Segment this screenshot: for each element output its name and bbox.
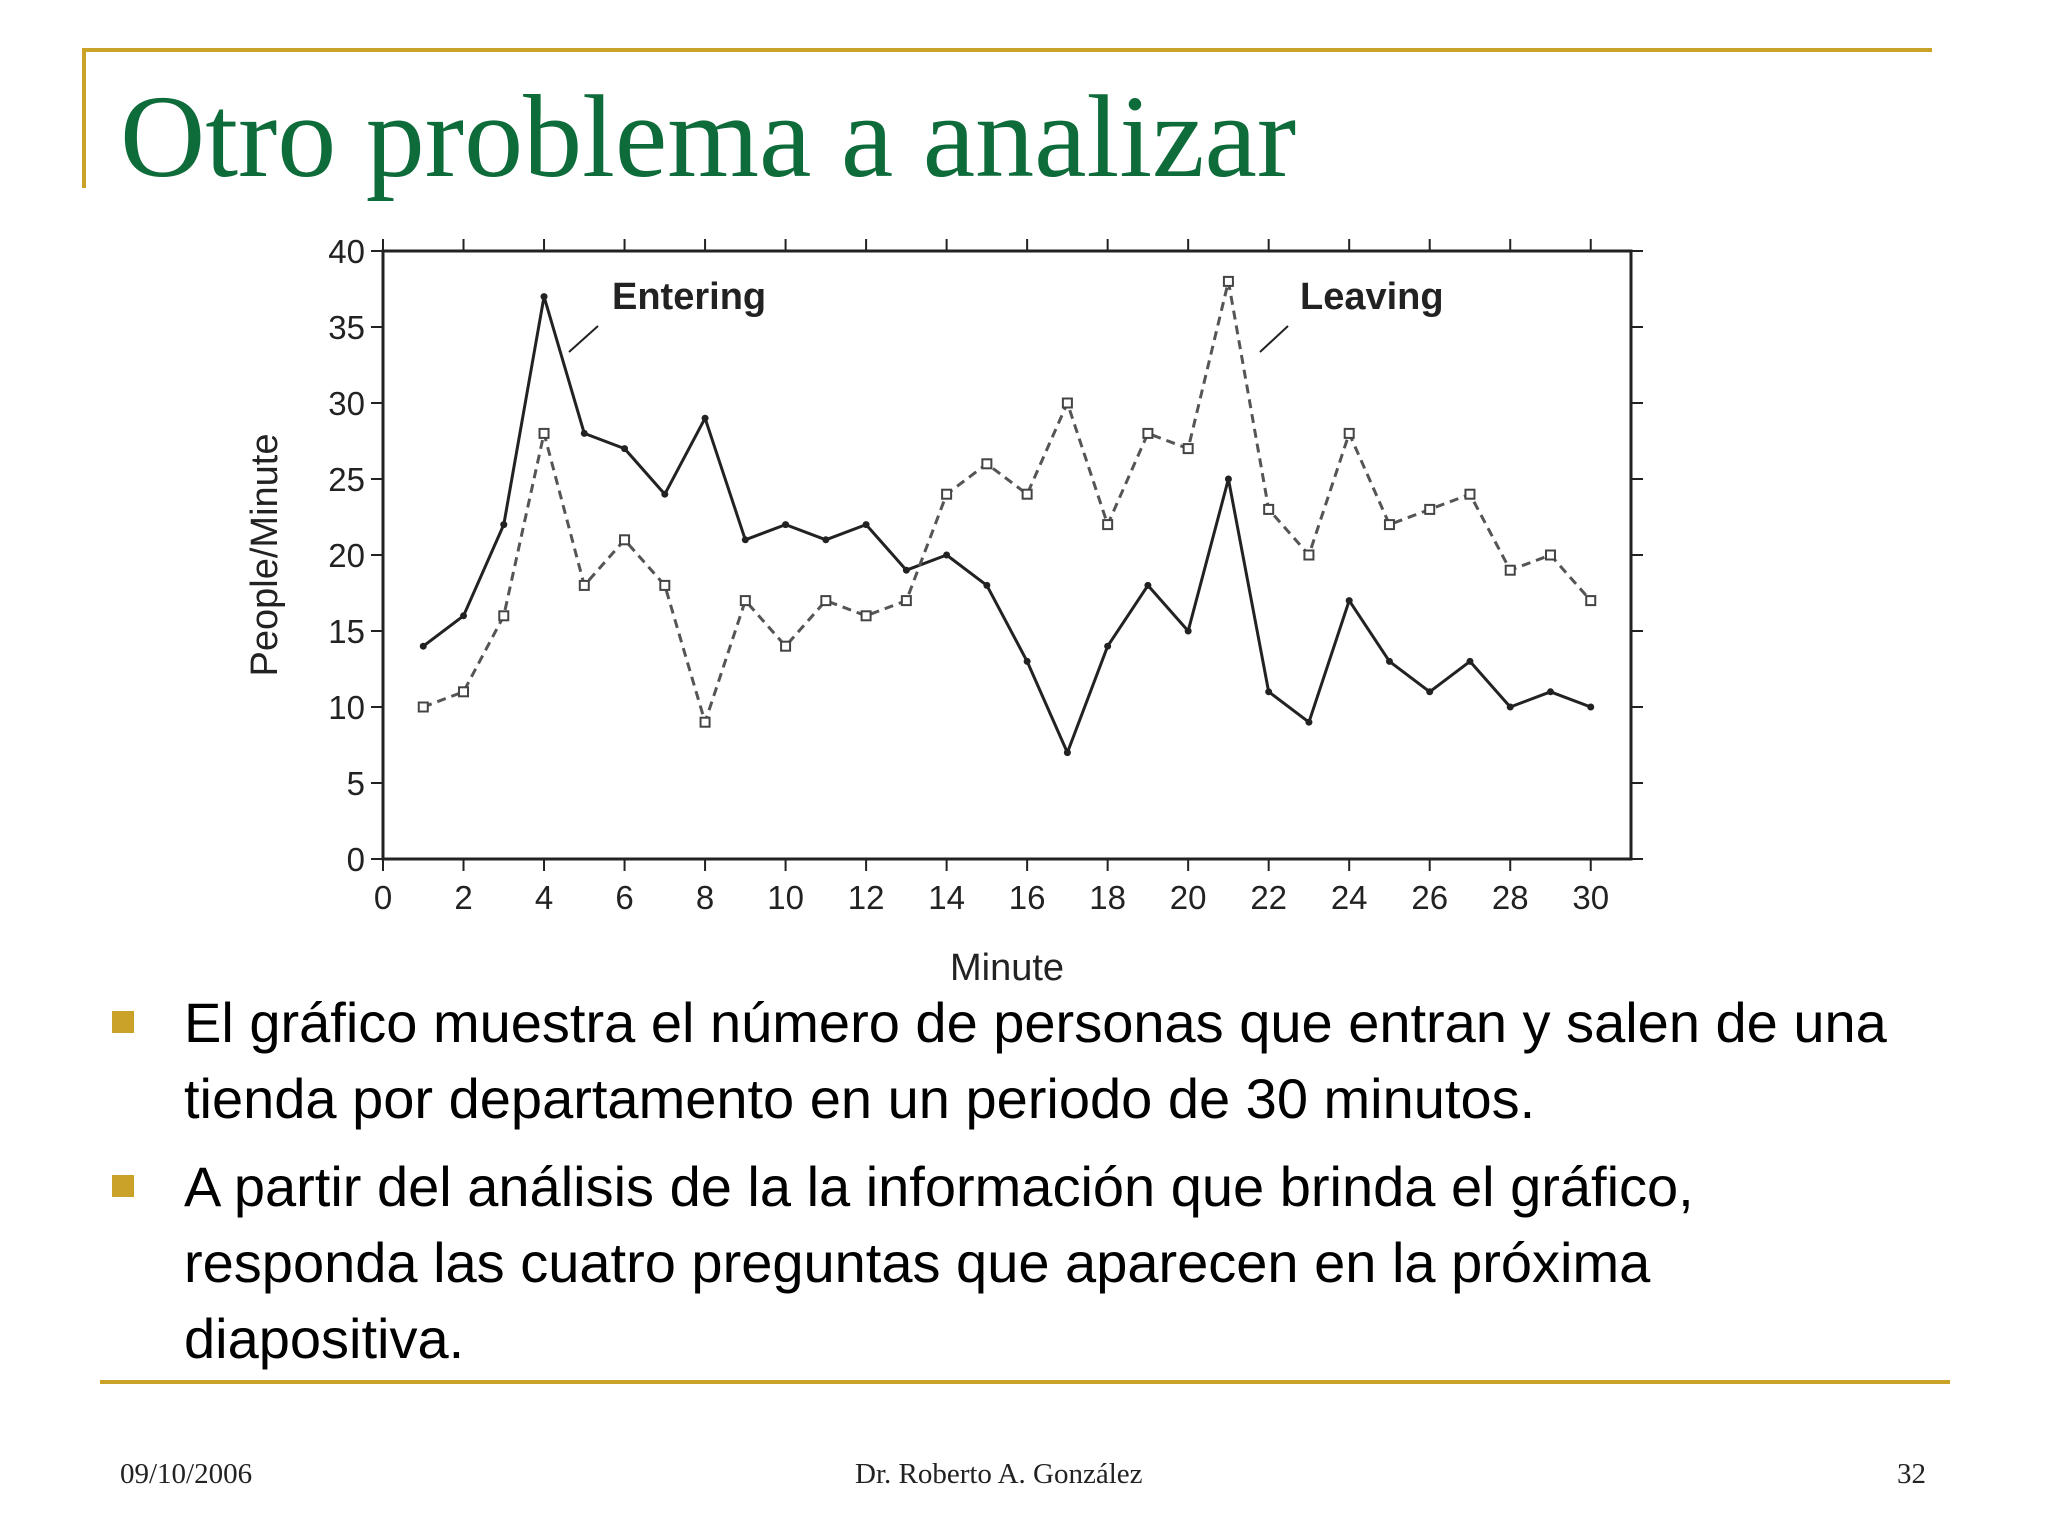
entering-point: [500, 521, 507, 528]
bullet-text: A partir del análisis de la la información que brinda el gráfico, responda las cuatro preguntas que aparecen en la próxima diapositiva.: [184, 1155, 1694, 1370]
entering-point: [1346, 597, 1353, 604]
bullet-item: [100, 985, 1940, 1137]
entering-point: [420, 643, 427, 650]
bullet-square-icon: [112, 1011, 134, 1033]
x-tick-label: 10: [767, 879, 804, 916]
top-rule: [82, 48, 1932, 52]
leaving-point: [1143, 429, 1152, 438]
entering-point: [460, 612, 467, 619]
x-tick-label: 20: [1169, 879, 1207, 916]
x-tick-label: 8: [695, 879, 715, 916]
leaving-point: [781, 642, 790, 651]
y-tick-label: 20: [328, 537, 365, 574]
footer-rule: [100, 1380, 1950, 1384]
entering-annotation: Entering: [612, 276, 767, 318]
leaving-point: [540, 429, 549, 438]
entering-point: [863, 521, 870, 528]
leaving-point: [1465, 490, 1474, 499]
x-tick-label: 4: [534, 879, 554, 916]
entering-point: [983, 582, 990, 589]
leaving-point: [701, 718, 710, 727]
entering-point: [1426, 688, 1433, 695]
leaving-annotation: Leaving: [1300, 276, 1444, 318]
entering-point: [1225, 476, 1232, 483]
entering-point: [1587, 704, 1594, 711]
leaving-point: [1506, 566, 1515, 575]
x-tick-label: 30: [1572, 879, 1610, 916]
y-tick-label: 5: [346, 765, 365, 802]
entering-point: [1024, 658, 1031, 665]
y-tick-label: 25: [328, 461, 365, 498]
entering-point: [1064, 749, 1071, 756]
entering-point: [1305, 719, 1312, 726]
leaving-point: [741, 596, 750, 605]
entering-point: [1104, 643, 1111, 650]
leaving-point: [902, 596, 911, 605]
x-tick-label: 16: [1008, 879, 1046, 916]
y-tick-label: 10: [328, 689, 365, 726]
leaving-point: [1103, 520, 1112, 529]
leaving-point: [1063, 399, 1072, 408]
bullet-text: El gráfico muestra el número de personas que entran y salen de una tienda por departamento en un periodo de 30 minutos.: [184, 991, 1887, 1130]
leaving-point: [1184, 444, 1193, 453]
entering-point: [661, 491, 668, 498]
entering-point: [1466, 658, 1473, 665]
bullet-list: [100, 985, 1940, 1389]
x-tick-label: 2: [454, 879, 473, 916]
x-tick-label: 6: [615, 879, 634, 916]
entering-point: [822, 536, 829, 543]
y-tick-label: 15: [328, 613, 365, 650]
x-tick-label: 0: [373, 879, 393, 916]
leaving-point: [1345, 429, 1354, 438]
leaving-point: [1224, 277, 1233, 286]
leaving-point: [862, 611, 871, 620]
leaving-point: [1304, 551, 1313, 560]
left-rule: [82, 48, 86, 188]
x-tick-label: 12: [847, 879, 885, 916]
leaving-point: [982, 459, 991, 468]
x-tick-label: 24: [1330, 879, 1368, 916]
slide-title: Otro problema a analizar: [120, 71, 1297, 202]
leaving-point: [821, 596, 830, 605]
y-tick-label: 30: [328, 385, 365, 422]
entering-point: [1507, 704, 1514, 711]
entering-point: [782, 521, 789, 528]
y-axis-label: People/Minute: [244, 433, 286, 677]
y-tick-label: 0: [346, 841, 365, 878]
entering-point: [621, 445, 628, 452]
x-tick-label: 28: [1491, 879, 1529, 916]
entering-point: [1144, 582, 1151, 589]
entering-point: [702, 415, 709, 422]
entering-point: [742, 536, 749, 543]
leaving-point: [942, 490, 951, 499]
leaving-point: [1546, 551, 1555, 560]
leaving-point: [1586, 596, 1595, 605]
page-number: 32: [1897, 1458, 1926, 1490]
entering-point: [541, 293, 548, 300]
entering-point: [1386, 658, 1393, 665]
bullet-square-icon: [112, 1175, 134, 1197]
entering-point: [903, 567, 910, 574]
y-tick-label: 40: [328, 233, 365, 270]
leaving-point: [1425, 505, 1434, 514]
entering-point: [1547, 688, 1554, 695]
leaving-point: [459, 687, 468, 696]
entering-point: [943, 552, 950, 559]
entering-point: [1185, 628, 1192, 635]
entering-point: [581, 430, 588, 437]
leaving-point: [1385, 520, 1394, 529]
leaving-point: [1023, 490, 1032, 499]
footer-date: 09/10/2006: [120, 1458, 253, 1490]
leaving-point: [580, 581, 589, 590]
leaving-point: [660, 581, 669, 590]
leaving-point: [620, 535, 629, 544]
y-tick-label: 35: [328, 309, 365, 346]
x-tick-label: 14: [928, 879, 965, 916]
footer-author: Dr. Roberto A. González: [855, 1458, 1143, 1490]
line-chart: [220, 228, 1660, 998]
leaving-point: [419, 703, 428, 712]
bullet-item: [100, 1149, 1940, 1377]
x-tick-label: 26: [1411, 879, 1449, 916]
leaving-point: [1264, 505, 1273, 514]
x-tick-label: 18: [1089, 879, 1127, 916]
x-tick-label: 22: [1250, 879, 1288, 916]
entering-point: [1265, 688, 1272, 695]
leaving-point: [499, 611, 508, 620]
x-axis-label: Minute: [949, 947, 1065, 989]
